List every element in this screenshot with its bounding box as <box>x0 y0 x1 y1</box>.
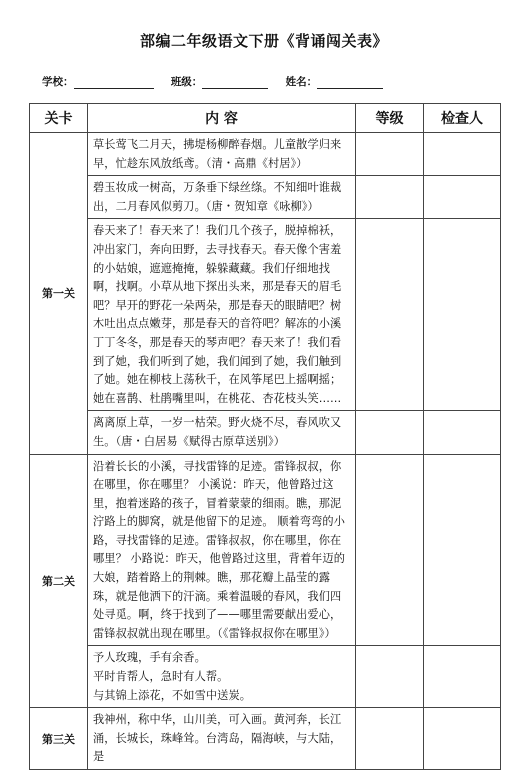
grade-cell[interactable] <box>356 133 424 176</box>
level-name: 第二关 <box>30 454 88 708</box>
header-checker: 检查人 <box>424 104 501 133</box>
table-row <box>30 133 501 176</box>
recitation-text: 碧玉妆成一树高，万条垂下绿丝绦。不知细叶谁裁出，二月春风似剪刀。（唐・贺知章《咏柳》） <box>88 176 356 219</box>
table-row <box>30 454 501 646</box>
checker-cell[interactable] <box>424 454 501 646</box>
table-row <box>30 708 501 770</box>
recitation-text: 沿着长长的小溪，寻找雷锋的足迹。雷锋叔叔，你在哪里，你在哪里？ 小溪说：昨天，他曾路过这里，抱着迷路的孩子，冒着蒙蒙的细雨。瞧，那泥泞路上的脚窝，就是他留下的足迹。 顺着弯弯的小路，寻找雷锋的足迹。雷锋叔叔，你在哪里，你在哪里？ 小路说：昨天，他曾路过这里，背着年迈的大娘，踏着路上的荆棘。瞧，那花瓣上晶莹的露珠，就是他洒下的汗滴。乘着温暖的春风，我们四处寻觅。啊，终于找到了——哪里需要献出爱心，雷锋叔叔就出现在哪里。（《雷锋叔叔你在哪里》） <box>88 454 356 646</box>
grade-cell[interactable] <box>356 708 424 770</box>
school-field[interactable] <box>74 77 154 89</box>
page-title: 部编二年级语文下册《背诵闯关表》 <box>139 32 388 50</box>
name-label: 姓名： <box>285 76 318 88</box>
header-content: 内 容 <box>88 104 356 133</box>
checker-cell[interactable] <box>424 708 501 770</box>
checker-cell[interactable] <box>424 176 501 219</box>
class-field[interactable] <box>202 77 268 89</box>
class-label: 班级： <box>170 76 203 88</box>
checker-cell[interactable] <box>424 646 501 708</box>
header-level: 关卡 <box>30 104 88 133</box>
grade-cell[interactable] <box>356 176 424 219</box>
grade-cell[interactable] <box>356 411 424 454</box>
level-name: 第三关 <box>30 708 88 770</box>
recitation-text: 予人玫瑰，手有余香。 平时肯帮人，急时有人帮。 与其锦上添花，不如雪中送炭。 <box>88 646 356 708</box>
table-row <box>30 176 501 219</box>
checker-cell[interactable] <box>424 219 501 411</box>
table-header-row <box>30 104 501 133</box>
grade-cell[interactable] <box>356 646 424 708</box>
recitation-table <box>29 103 501 770</box>
checker-cell[interactable] <box>424 133 501 176</box>
student-info <box>42 74 383 89</box>
school-label: 学校： <box>42 76 74 88</box>
grade-cell[interactable] <box>356 454 424 646</box>
recitation-text: 草长莺飞二月天，拂堤杨柳醉春烟。儿童散学归来早，忙趁东风放纸鸢。（清・高鼎《村居》） <box>88 133 356 176</box>
recitation-text: 春天来了！春天来了！我们几个孩子，脱掉棉袄，冲出家门，奔向田野，去寻找春天。春天像个害羞的小姑娘，遮遮掩掩，躲躲藏藏。我们仔细地找啊，找啊。小草从地下探出头来，那是春天的眉毛吧？早开的野花一朵两朵，那是春天的眼睛吧？树木吐出点点嫩芽，那是春天的音符吧？解冻的小溪丁丁冬冬，那是春天的琴声吧？春天来了！我们看到了她，我们听到了她，我们闻到了她，我们触到了她。她在柳枝上荡秋千，在风筝尾巴上摇啊摇；她在喜鹊、杜鹃嘴里叫，在桃花、杏花枝头笑…… <box>88 219 356 411</box>
checker-cell[interactable] <box>424 411 501 454</box>
level-name: 第一关 <box>30 133 88 455</box>
name-field[interactable] <box>317 77 383 89</box>
table-row <box>30 219 501 411</box>
grade-cell[interactable] <box>356 219 424 411</box>
recitation-text: 我神州，称中华，山川美，可入画。黄河奔，长江涌，长城长，珠峰耸。台湾岛，隔海峡，与大陆，是 <box>88 708 356 770</box>
table-row <box>30 646 501 708</box>
table-row <box>30 411 501 454</box>
header-grade: 等级 <box>356 104 424 133</box>
recitation-text: 离离原上草，一岁一枯荣。野火烧不尽，春风吹又生。（唐・白居易《赋得古原草送别》） <box>88 411 356 454</box>
